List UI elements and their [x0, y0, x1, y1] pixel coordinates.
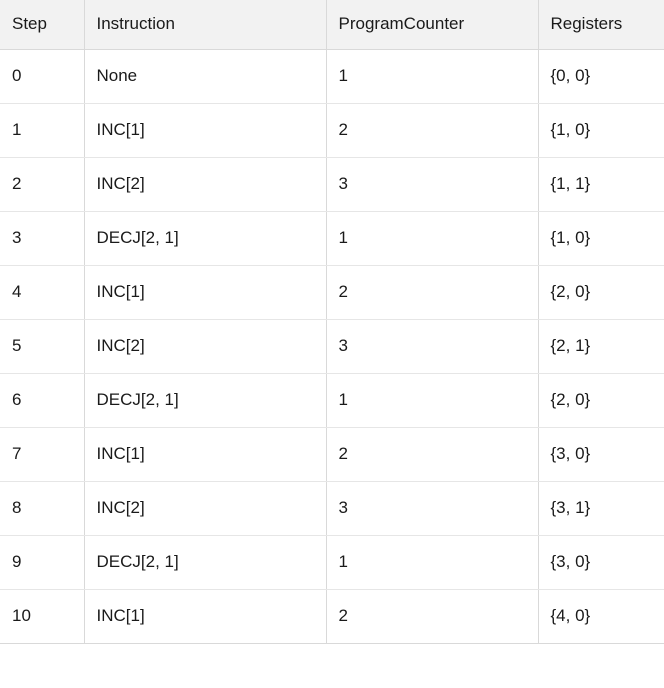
cell-programcounter: 3	[326, 158, 538, 212]
table-row	[0, 482, 664, 536]
table-header	[0, 0, 664, 50]
cell-instruction: INC[2]	[84, 320, 326, 374]
cell-registers: {2, 0}	[538, 266, 664, 320]
cell-programcounter: 2	[326, 104, 538, 158]
cell-step: 10	[0, 590, 84, 644]
table-header-row	[0, 0, 664, 50]
cell-registers: {0, 0}	[538, 50, 664, 104]
cell-instruction: INC[1]	[84, 590, 326, 644]
cell-instruction: INC[1]	[84, 266, 326, 320]
cell-registers: {4, 0}	[538, 590, 664, 644]
cell-programcounter: 1	[326, 536, 538, 590]
cell-registers: {3, 0}	[538, 428, 664, 482]
cell-instruction: INC[1]	[84, 104, 326, 158]
column-header-programcounter: ProgramCounter	[326, 0, 538, 50]
cell-instruction: DECJ[2, 1]	[84, 212, 326, 266]
table-row	[0, 266, 664, 320]
cell-programcounter: 3	[326, 320, 538, 374]
cell-programcounter: 2	[326, 590, 538, 644]
cell-registers: {3, 0}	[538, 536, 664, 590]
cell-registers: {2, 1}	[538, 320, 664, 374]
table-row	[0, 212, 664, 266]
table-row	[0, 536, 664, 590]
cell-registers: {1, 0}	[538, 212, 664, 266]
cell-step: 9	[0, 536, 84, 590]
cell-programcounter: 2	[326, 428, 538, 482]
cell-step: 0	[0, 50, 84, 104]
cell-programcounter: 1	[326, 50, 538, 104]
table-row	[0, 428, 664, 482]
column-header-step: Step	[0, 0, 84, 50]
table-row	[0, 158, 664, 212]
cell-registers: {2, 0}	[538, 374, 664, 428]
cell-programcounter: 1	[326, 212, 538, 266]
cell-step: 7	[0, 428, 84, 482]
cell-registers: {3, 1}	[538, 482, 664, 536]
cell-step: 1	[0, 104, 84, 158]
table-row	[0, 50, 664, 104]
table-body	[0, 50, 664, 644]
cell-step: 5	[0, 320, 84, 374]
cell-instruction: INC[2]	[84, 158, 326, 212]
table-row	[0, 320, 664, 374]
cell-registers: {1, 1}	[538, 158, 664, 212]
table-row	[0, 374, 664, 428]
cell-step: 8	[0, 482, 84, 536]
cell-step: 4	[0, 266, 84, 320]
cell-registers: {1, 0}	[538, 104, 664, 158]
cell-step: 6	[0, 374, 84, 428]
cell-instruction: DECJ[2, 1]	[84, 374, 326, 428]
cell-programcounter: 3	[326, 482, 538, 536]
cell-programcounter: 2	[326, 266, 538, 320]
cell-instruction: None	[84, 50, 326, 104]
cell-instruction: INC[2]	[84, 482, 326, 536]
column-header-registers: Registers	[538, 0, 664, 50]
cell-step: 3	[0, 212, 84, 266]
column-header-instruction: Instruction	[84, 0, 326, 50]
table-row	[0, 590, 664, 644]
cell-instruction: INC[1]	[84, 428, 326, 482]
cell-programcounter: 1	[326, 374, 538, 428]
cell-step: 2	[0, 158, 84, 212]
cell-instruction: DECJ[2, 1]	[84, 536, 326, 590]
table-row	[0, 104, 664, 158]
